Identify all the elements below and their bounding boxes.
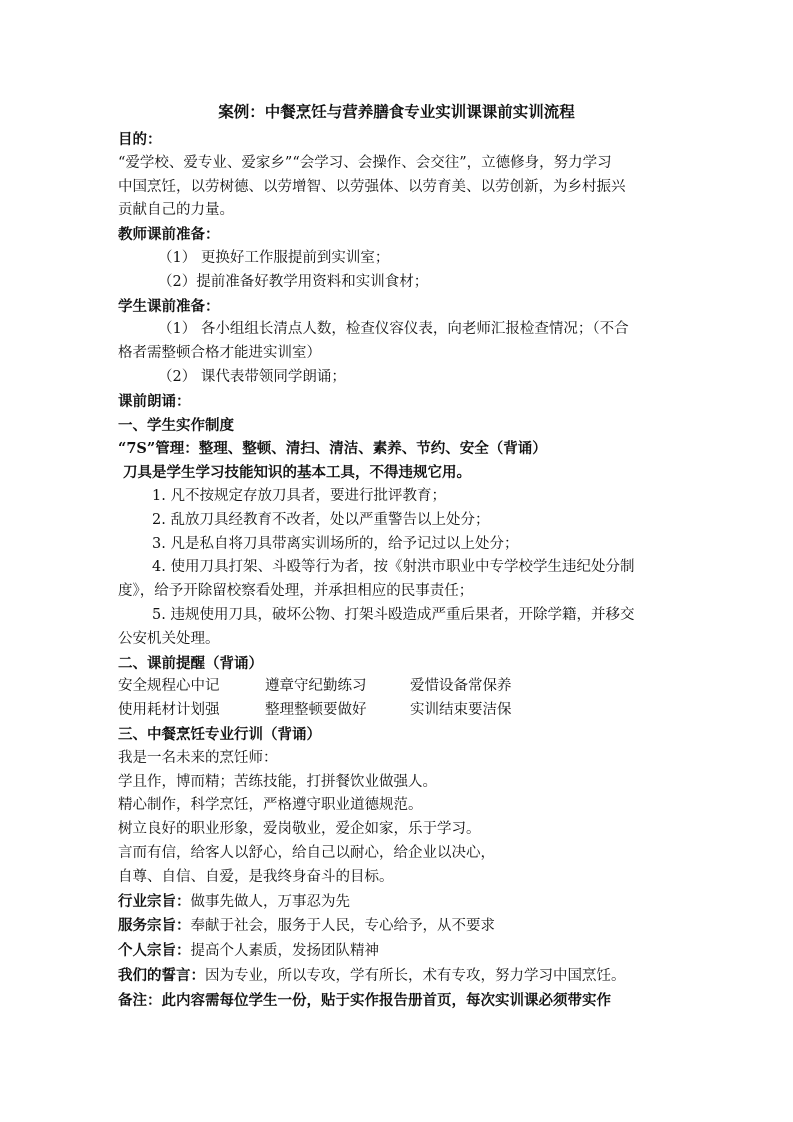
rule-7s: “7S”管理：整理、整顿、清扫、清洁、素养、节约、安全（背诵）	[118, 440, 547, 458]
reminder-cell: 使用耗材计划强	[118, 702, 220, 719]
reminder-row-1	[118, 675, 678, 699]
rule-3: 3. 凡是私自将刀具带离实训场所的，给予记过以上处分；	[152, 535, 519, 552]
industry-tenet	[118, 890, 678, 915]
teacher-prep-item-2: （2）提前准备好教学用资料和实训食材；	[158, 273, 429, 290]
service-tenet-label: 服务宗旨：	[118, 917, 191, 935]
purpose-heading: 目的：	[118, 131, 162, 148]
student-prep-item-2: （2） 课代表带领同学朗诵；	[158, 368, 346, 385]
rule-5-line-1: 5. 违规使用刀具，破坏公物、打架斗殴造成严重后果者，开除学籍，并移交	[152, 606, 635, 623]
oath	[118, 964, 678, 989]
oath-text: 因为专业，所以专攻，学有所长，术有专攻，努力学习中国烹饪。	[205, 967, 626, 984]
motto-line-3: 精心制作，科学烹饪，严格遵守职业道德规范。	[118, 797, 423, 814]
personal-tenet	[118, 939, 678, 964]
motto-line-1: 我是一名未来的烹饪师：	[118, 749, 278, 766]
note: 备注：此内容需每位学生一份，贴于实作报告册首页，每次实训课必须带实作	[118, 991, 611, 1009]
rule-2: 2. 乱放刀具经教育不改者，处以严重警告以上处分；	[152, 511, 490, 528]
service-tenet	[118, 914, 678, 939]
teacher-prep-item-1: （1） 更换好工作服提前到实训室；	[158, 249, 390, 266]
purpose-line-1: “爱学校、爱专业、爱家乡”“会学习、会操作、会交往”，立德修身，努力学习	[118, 154, 612, 171]
section-1-heading: 一、学生实作制度	[118, 416, 234, 434]
personal-tenet-text: 提高个人素质，发扬团队精神	[190, 943, 379, 960]
document-body	[118, 128, 678, 1012]
reminder-cell: 实训结束要洁保	[410, 702, 512, 719]
reminder-cell: 爱惜设备常保养	[410, 678, 512, 695]
student-prep-item-1-line-2: 格者需整顿合格才能进实训室）	[118, 345, 321, 362]
industry-tenet-label: 行业宗旨：	[118, 892, 191, 910]
purpose-line-2: 中国烹饪，以劳树德、以劳增智、以劳强体、以劳育美、以劳创新，为乡村振兴	[118, 178, 626, 195]
motto-line-6: 自尊、自信、自爱，是我终身奋斗的目标。	[118, 868, 394, 885]
page-title: 案例：中餐烹饪与营养膳食专业实训课课前实训流程	[218, 102, 575, 121]
motto-line-4: 树立良好的职业形象，爱岗敬业，爱企如家，乐于学习。	[118, 821, 481, 838]
oath-label: 我们的誓言：	[118, 966, 205, 984]
personal-tenet-label: 个人宗旨：	[118, 942, 191, 960]
teacher-prep-heading: 教师课前准备：	[118, 226, 220, 244]
rule-1: 1. 凡不按规定存放刀具者，要进行批评教育；	[152, 487, 446, 504]
student-prep-heading: 学生课前准备：	[118, 297, 220, 315]
reminder-row-2	[118, 699, 678, 723]
reminder-cell: 整理整顿要做好	[265, 702, 367, 719]
section-2-heading: 二、课前提醒（背诵）	[118, 654, 263, 672]
motto-line-2: 学且作，博而精；苦练技能，打拼餐饮业做强人。	[118, 773, 437, 790]
knife-rule: 刀具是学生学习技能知识的基本工具，不得违规它用。	[123, 464, 471, 482]
reminder-cell: 遵章守纪勤练习	[265, 678, 367, 695]
purpose-line-3: 贡献自己的力量。	[118, 202, 234, 219]
rule-4-line-1: 4. 使用刀具打架、斗殴等行为者，按《射洪市职业中专学校学生违纪处分制	[152, 559, 635, 576]
motto-line-5: 言而有信，给客人以舒心，给自己以耐心，给企业以决心，	[118, 844, 495, 861]
rule-4-line-2: 度》，给予开除留校察看处理，并承担相应的民事责任；	[118, 583, 474, 600]
reminder-cell: 安全规程心中记	[118, 678, 220, 695]
recitation-heading: 课前朗诵：	[118, 392, 191, 410]
industry-tenet-text: 做事先做人，万事忍为先	[190, 893, 350, 910]
student-prep-item-1-line-1: （1） 各小组组长清点人数，检查仪容仪表，向老师汇报检查情况；（不合	[158, 321, 629, 338]
rule-5-line-2: 公安机关处理。	[118, 630, 220, 647]
section-3-heading: 三、中餐烹饪专业行训（背诵）	[118, 725, 321, 743]
service-tenet-text: 奉献于社会，服务于人民，专心给予，从不要求	[190, 918, 495, 935]
